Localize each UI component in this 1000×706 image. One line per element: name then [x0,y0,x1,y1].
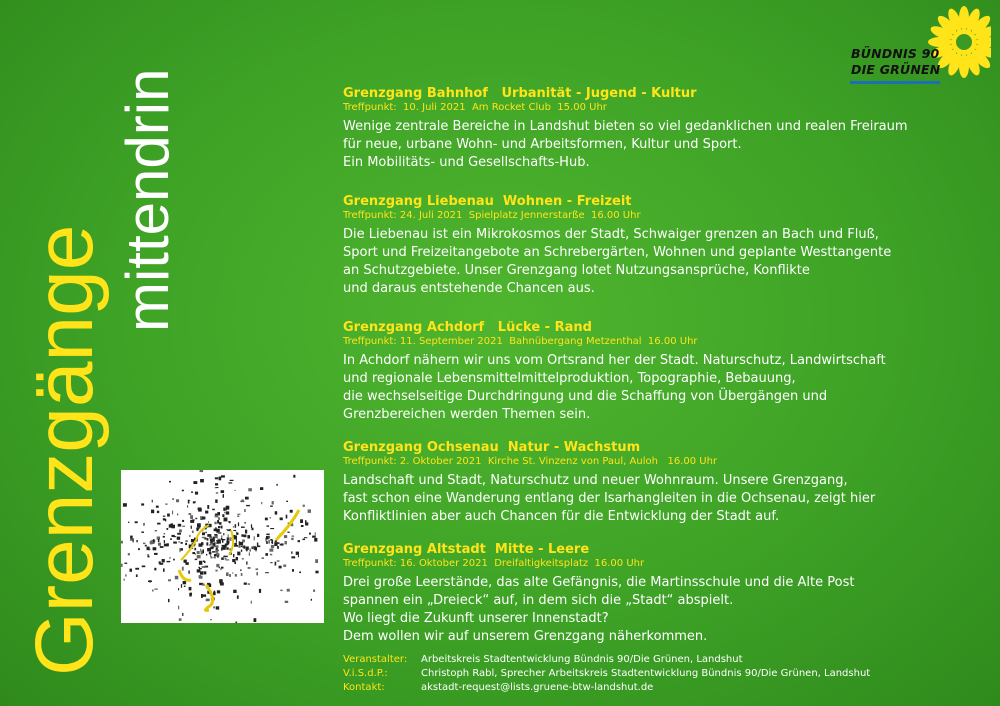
body-line: und regionale Lebensmittelmittelproduktion, Topographie, Bebauung, [343,371,796,386]
body-line: Wo liegt die Zukunft unserer Innenstadt? [343,611,609,626]
body-line: für neue, urbane Wohn- und Arbeitsformen, Kultur und Sport. [343,137,742,152]
body-line: Drei große Leerstände, das alte Gefängnis, die Martinsschule und die Alte Post [343,575,855,590]
body-line: Landschaft und Stadt, Naturschutz und neuer Wohnraum. Unsere Grenzgang, [343,473,848,488]
city-map-drawing [121,470,324,623]
footer-value: Christoph Rabl, Sprecher Arbeitskreis Stadtentwicklung Bündnis 90/Die Grünen, Landshut [421,668,871,679]
section-body [343,472,963,526]
section-4 [343,440,963,526]
section-title: Grenzgang Bahnhof Urbanität - Jugend - Kultur [343,86,697,101]
body-line: Sport und Freizeitangebote an Schrebergärten, Wohnen und geplante Westtangente [343,245,892,260]
section-3 [343,320,963,424]
body-line: und daraus entstehende Chancen aus. [343,281,595,296]
section-5 [343,542,963,646]
body-line: Grenzbereichen werden Themen sein. [343,407,591,422]
footer [343,653,870,695]
footer-row [343,653,870,667]
footer-label: Veranstalter: [343,654,408,665]
section-meeting-point: Treffpunkt: 2. Oktober 2021 Kirche St. Vinzenz von Paul, Auloh 16.00 Uhr [343,456,718,467]
section-body [343,574,963,646]
section-2 [343,194,963,298]
body-line: Wenige zentrale Bereiche in Landshut bieten so viel gedanklichen und realen Freiraum [343,119,908,134]
title-mittendrin: mittendrin [114,68,181,332]
section-1 [343,86,963,172]
body-line: die wechselseitige Durchdringung und die Schaffung von Übergängen und [343,389,828,404]
section-meeting-point: Treffpunkt: 10. Juli 2021 Am Rocket Club 15.00 Uhr [343,102,607,113]
body-line: Konfliktlinien aber auch Chancen für die Entwicklung der Stadt auf. [343,509,780,524]
city-map [121,470,324,623]
section-meeting-point: Treffpunkt: 11. September 2021 Bahnübergang Metzenthal 16.00 Uhr [343,336,698,347]
program-list [343,86,963,646]
body-line: fast schon eine Wanderung entlang der Isarhangleiten in die Ochsenau, zeigt hier [343,491,876,506]
section-title: Grenzgang Altstadt Mitte - Leere [343,542,590,557]
body-line: Dem wollen wir auf unserem Grenzgang näherkommen. [343,629,708,644]
body-line: spannen ein „Dreieck“ auf, in dem sich die „Stadt“ abspielt. [343,593,734,608]
section-meeting-point: Treffpunkt: 24. Juli 2021 Spielplatz Jennerstarße 16.00 Uhr [343,210,641,221]
title-grenzgaenge: Grenzgänge [19,224,110,676]
footer-row [343,681,870,695]
footer-value: Arbeitskreis Stadtentwicklung Bündnis 90/Die Grünen, Landshut [421,654,743,665]
party-logo [846,6,991,90]
body-line: Die Liebenau ist ein Mikrokosmos der Stadt, Schwaiger grenzen an Bach und Fluß, [343,227,879,242]
footer-label: Kontakt: [343,682,385,693]
section-body [343,226,963,298]
body-line: Ein Mobilitäts- und Gesellschafts-Hub. [343,155,590,170]
section-title: Grenzgang Achdorf Lücke - Rand [343,320,592,335]
section-body [343,352,963,424]
footer-row [343,667,870,681]
section-meeting-point: Treffpunkt: 16. Oktober 2021 Dreifaltigkeitsplatz 16.00 Uhr [343,558,645,569]
logo-underline [850,81,940,84]
logo-line-2: DIE GRÜNEN [851,62,941,77]
section-body [343,118,963,172]
section-title: Grenzgang Ochsenau Natur - Wachstum [343,440,641,455]
contact-email-link[interactable]: akstadt-request@lists.gruene-btw-landshut.de [421,682,654,693]
footer-label: V.i.S.d.P.: [343,668,388,679]
section-title: Grenzgang Liebenau Wohnen - Freizeit [343,194,632,209]
logo-line-1: BÜNDNIS 90 [851,46,940,61]
body-line: In Achdorf nähern wir uns vom Ortsrand her der Stadt. Naturschutz, Landwirtschaft [343,353,886,368]
body-line: an Schutzgebiete. Unser Grenzgang lotet Nutzungsansprüche, Konflikte [343,263,810,278]
